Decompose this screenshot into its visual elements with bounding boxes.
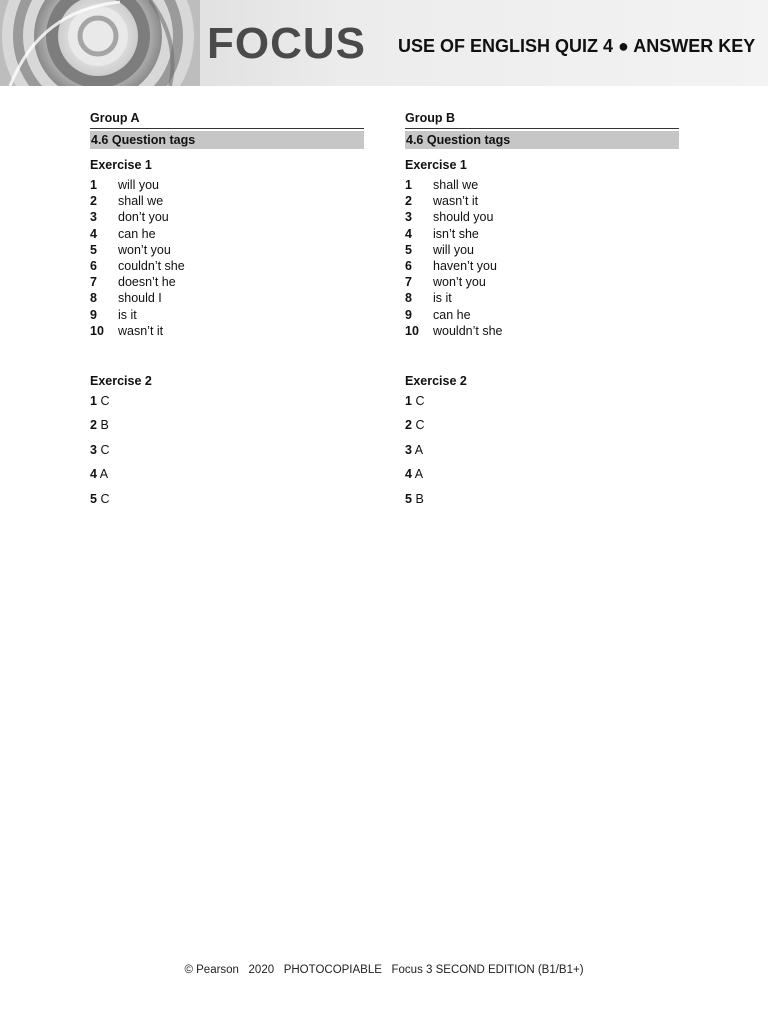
list-item [90, 466, 364, 491]
item-number: 8 [90, 291, 97, 306]
list-item [90, 442, 364, 467]
group-label: Group A [90, 111, 140, 125]
item-number: 5 [405, 242, 412, 257]
group-a-column [90, 110, 364, 515]
list-item [405, 193, 679, 209]
item-answer: won’t you [118, 242, 171, 257]
list-item [405, 274, 679, 290]
item-answer: B [415, 491, 424, 506]
list-item [90, 193, 364, 209]
item-answer: wasn’t it [433, 194, 479, 209]
list-item [90, 226, 364, 242]
item-answer: isn’t she [433, 226, 479, 241]
item-number: 2 [90, 418, 97, 433]
list-item [90, 242, 364, 258]
item-number: 1 [90, 393, 97, 408]
item-number: 5 [90, 242, 97, 257]
list-item [405, 177, 679, 193]
exercise-1-list [90, 177, 364, 339]
list-item [405, 226, 679, 242]
item-number: 9 [90, 307, 97, 322]
item-number: 10 [405, 323, 419, 338]
item-answer: C [100, 393, 110, 408]
item-answer: should I [118, 291, 162, 306]
item-number: 1 [90, 178, 97, 192]
item-number: 3 [405, 442, 412, 457]
item-answer: can he [118, 226, 156, 241]
brand-logo-text: FOCUS [207, 19, 366, 68]
list-item [405, 393, 679, 418]
divider [90, 128, 364, 129]
exercise-1-list [405, 177, 679, 339]
page-header [0, 0, 768, 86]
list-item [405, 417, 679, 442]
exercise-2-label: Exercise 2 [90, 373, 152, 388]
item-number: 7 [90, 275, 97, 290]
page-title: USE OF ENGLISH QUIZ 4 ● ANSWER KEY [398, 36, 756, 56]
item-answer: A [99, 467, 109, 482]
list-item [90, 290, 364, 306]
item-answer: will you [433, 242, 474, 257]
item-answer: shall we [118, 194, 164, 209]
item-number: 3 [90, 442, 97, 457]
item-answer: doesn’t he [118, 275, 176, 290]
section-title: 4.6 Question tags [405, 131, 679, 149]
item-answer: don’t you [118, 210, 169, 225]
page-footer: © Pearson 2020 PHOTOCOPIABLE Focus 3 SECOND EDITION (B1/B1+) [184, 964, 584, 976]
list-item [90, 274, 364, 290]
item-number: 5 [405, 491, 412, 506]
item-answer: couldn’t she [118, 258, 185, 273]
item-answer: C [100, 442, 110, 457]
item-number: 6 [90, 258, 97, 273]
group-b-column [405, 110, 679, 515]
item-number: 4 [90, 226, 97, 241]
item-answer: is it [433, 291, 452, 306]
item-number: 10 [90, 323, 104, 338]
list-item [90, 323, 364, 339]
item-answer: C [100, 491, 110, 506]
item-number: 7 [405, 275, 412, 290]
list-item [405, 242, 679, 258]
item-number: 4 [90, 467, 97, 482]
item-number: 2 [90, 194, 97, 209]
list-item [90, 258, 364, 274]
item-number: 3 [405, 210, 412, 225]
item-number: 8 [405, 291, 412, 306]
item-answer: is it [118, 307, 137, 322]
list-item [90, 177, 364, 193]
list-item [90, 209, 364, 225]
exercise-2-label: Exercise 2 [405, 373, 467, 388]
item-answer: shall we [433, 178, 479, 192]
list-item [90, 417, 364, 442]
list-item [90, 491, 364, 516]
exercise-1-label: Exercise 1 [405, 158, 467, 172]
list-item [405, 258, 679, 274]
list-item [90, 393, 364, 418]
list-item [405, 323, 679, 339]
item-answer: wasn’t it [118, 323, 164, 338]
item-number: 9 [405, 307, 412, 322]
item-answer: A [414, 442, 424, 457]
item-number: 4 [405, 467, 412, 482]
item-number: 2 [405, 194, 412, 209]
section-title: 4.6 Question tags [90, 131, 364, 149]
item-answer: should you [433, 210, 494, 225]
circular-logo-graphic [0, 0, 200, 86]
item-answer: C [415, 393, 425, 408]
item-answer: wouldn’t she [433, 323, 503, 338]
item-answer: A [414, 467, 424, 482]
item-number: 2 [405, 418, 412, 433]
item-number: 1 [405, 393, 412, 408]
list-item [405, 442, 679, 467]
item-answer: can he [433, 307, 471, 322]
exercise-2-list [405, 393, 679, 516]
item-answer: won’t you [433, 275, 486, 290]
list-item [405, 307, 679, 323]
item-number: 6 [405, 258, 412, 273]
list-item [405, 209, 679, 225]
item-answer: haven’t you [433, 258, 497, 273]
item-number: 3 [90, 210, 97, 225]
exercise-1-label: Exercise 1 [90, 158, 152, 172]
divider [405, 128, 679, 129]
item-number: 1 [405, 178, 412, 192]
exercise-2-list [90, 393, 364, 516]
item-answer: C [415, 418, 425, 433]
list-item [405, 290, 679, 306]
list-item [405, 466, 679, 491]
list-item [90, 307, 364, 323]
item-answer: B [100, 418, 109, 433]
group-label: Group B [405, 111, 455, 125]
item-number: 4 [405, 226, 412, 241]
item-answer: will you [118, 178, 159, 192]
list-item [405, 491, 679, 516]
item-number: 5 [90, 491, 97, 506]
